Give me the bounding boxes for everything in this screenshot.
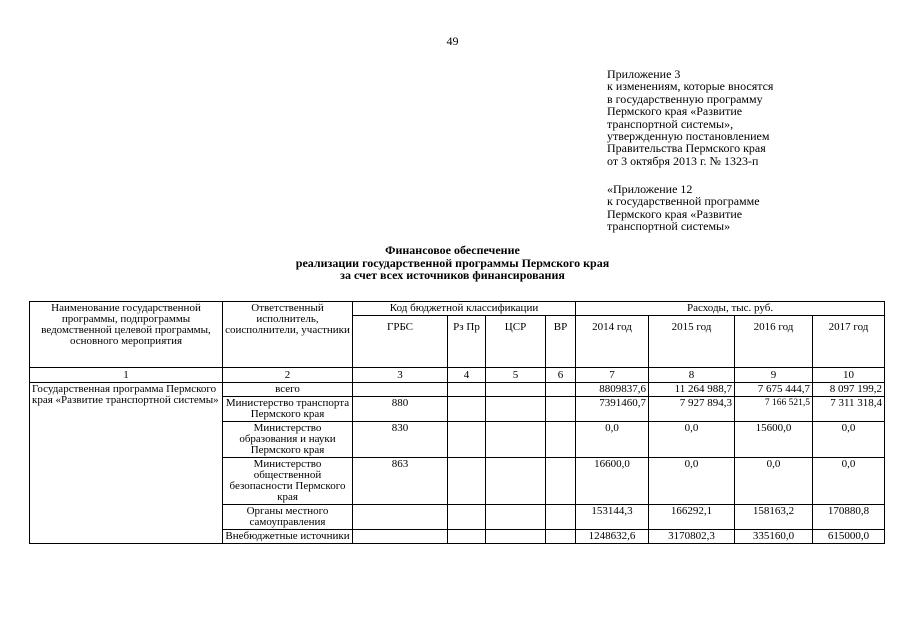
- executor-cell: Внебюджетные источники: [223, 530, 353, 544]
- value-2015-cell: 166292,1: [649, 505, 735, 530]
- appendix-line: Пермского края «Развитие: [607, 206, 743, 221]
- value-2015-cell: 0,0: [649, 422, 735, 458]
- header-expenses: Расходы, тыс. руб.: [576, 302, 885, 316]
- header-2017: 2017 год: [813, 316, 885, 368]
- column-number: 2: [223, 368, 353, 383]
- csr-cell: [486, 397, 546, 422]
- appendix-12-note: [607, 183, 867, 233]
- vr-cell: [546, 505, 576, 530]
- header-vr: ВР: [546, 316, 576, 368]
- value-2017-cell: 0,0: [813, 458, 885, 505]
- column-number: 4: [448, 368, 486, 383]
- header-row-1: [30, 302, 885, 316]
- value-2017-cell: 170880,8: [813, 505, 885, 530]
- rzpr-cell: [448, 397, 486, 422]
- grbs-cell: [353, 383, 448, 397]
- appendix-line: от 3 октября 2013 г. № 1323-п: [607, 153, 759, 168]
- executor-cell: Министерство общественной безопасности Пермского края: [223, 458, 353, 505]
- grbs-cell: 880: [353, 397, 448, 422]
- column-number: 7: [576, 368, 649, 383]
- value-2014-cell: 8809837,6: [576, 383, 649, 397]
- grbs-cell: 830: [353, 422, 448, 458]
- value-2014-cell: 153144,3: [576, 505, 649, 530]
- header-2016: 2016 год: [735, 316, 813, 368]
- header-2015: 2015 год: [649, 316, 735, 368]
- appendix-line: Приложение 3: [607, 67, 681, 81]
- value-2014-cell: 0,0: [576, 422, 649, 458]
- executor-cell: всего: [223, 383, 353, 397]
- value-2016-cell: 335160,0: [735, 530, 813, 544]
- page-number: 49: [446, 34, 459, 48]
- value-2016-cell: 7 166 521,5: [735, 397, 813, 422]
- vr-cell: [546, 458, 576, 505]
- financing-table: [29, 301, 885, 544]
- column-number: 8: [649, 368, 735, 383]
- appendix-line: транспортной системы»,: [607, 116, 734, 131]
- document-title: [0, 244, 905, 282]
- rzpr-cell: [448, 505, 486, 530]
- grbs-cell: [353, 530, 448, 544]
- vr-cell: [546, 397, 576, 422]
- rzpr-cell: [448, 458, 486, 505]
- vr-cell: [546, 530, 576, 544]
- vr-cell: [546, 383, 576, 397]
- rzpr-cell: [448, 383, 486, 397]
- value-2016-cell: 158163,2: [735, 505, 813, 530]
- header-program-name: Наименование государственной программы, подпрограммы ведомственной целевой программы, основного мероприятия: [30, 302, 223, 368]
- csr-cell: [486, 505, 546, 530]
- appendix-line: утвержденную постановлением: [607, 129, 770, 144]
- header-budget-code: Код бюджетной классификации: [353, 302, 576, 316]
- vr-cell: [546, 422, 576, 458]
- column-number: 1: [30, 368, 223, 383]
- column-number: 5: [486, 368, 546, 383]
- value-2015-cell: 7 927 894,3: [649, 397, 735, 422]
- column-numbering-row: [30, 368, 885, 383]
- value-2016-cell: 7 675 444,7: [735, 383, 813, 397]
- appendix-line: транспортной системы»: [607, 219, 731, 234]
- value-2017-cell: 7 311 318,4: [813, 397, 885, 422]
- header-executor: Ответственный исполнитель, соисполнители, участники: [223, 302, 353, 368]
- executor-cell: Органы местного самоуправления: [223, 505, 353, 530]
- header-2014: 2014 год: [576, 316, 649, 368]
- value-2014-cell: 7391460,7: [576, 397, 649, 422]
- csr-cell: [486, 458, 546, 505]
- appendix-line: к государственной программе: [607, 194, 760, 209]
- header-rzpr: Рз Пр: [448, 316, 486, 368]
- value-2017-cell: 0,0: [813, 422, 885, 458]
- value-2017-cell: 615000,0: [813, 530, 885, 544]
- value-2016-cell: 15600,0: [735, 422, 813, 458]
- value-2016-cell: 0,0: [735, 458, 813, 505]
- grbs-cell: 863: [353, 458, 448, 505]
- header-grbs: ГРБС: [353, 316, 448, 368]
- column-number: 10: [813, 368, 885, 383]
- value-2014-cell: 1248632,6: [576, 530, 649, 544]
- table-row: [30, 383, 885, 397]
- column-number: 6: [546, 368, 576, 383]
- header-csr: ЦСР: [486, 316, 546, 368]
- executor-cell: Министерство транспорта Пермского края: [223, 397, 353, 422]
- program-name-cell: Государственная программа Пермского края «Развитие транспортной системы»: [30, 383, 223, 544]
- appendix-line: Правительства Пермского края: [607, 141, 766, 156]
- rzpr-cell: [448, 422, 486, 458]
- value-2015-cell: 0,0: [649, 458, 735, 505]
- appendix-line: к изменениям, которые вносятся: [607, 79, 774, 94]
- value-2014-cell: 16600,0: [576, 458, 649, 505]
- appendix-3-note: [607, 68, 867, 167]
- appendix-line: «Приложение 12: [607, 182, 693, 196]
- csr-cell: [486, 383, 546, 397]
- appendix-line: Пермского края «Развитие: [607, 104, 743, 119]
- csr-cell: [486, 422, 546, 458]
- title-line: за счет всех источников финансирования: [340, 268, 565, 282]
- column-number: 3: [353, 368, 448, 383]
- executor-cell: Министерство образования и науки Пермского края: [223, 422, 353, 458]
- value-2015-cell: 11 264 988,7: [649, 383, 735, 397]
- csr-cell: [486, 530, 546, 544]
- value-2015-cell: 3170802,3: [649, 530, 735, 544]
- title-line: реализации государственной программы Пермского края: [295, 255, 610, 270]
- title-line: Финансовое обеспечение: [385, 243, 520, 257]
- grbs-cell: [353, 505, 448, 530]
- value-2017-cell: 8 097 199,2: [813, 383, 885, 397]
- appendix-line: в государственную программу: [607, 91, 763, 106]
- rzpr-cell: [448, 530, 486, 544]
- column-number: 9: [735, 368, 813, 383]
